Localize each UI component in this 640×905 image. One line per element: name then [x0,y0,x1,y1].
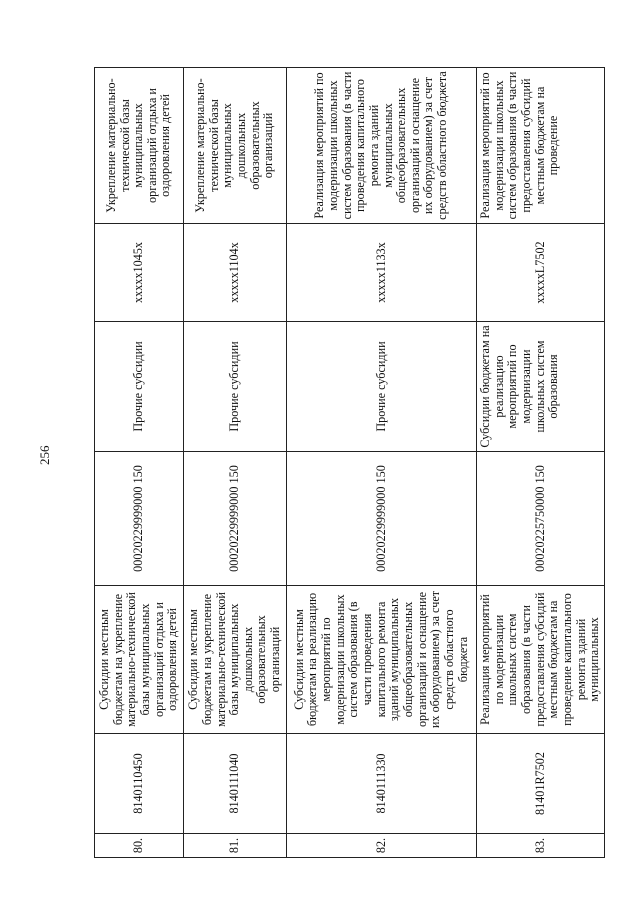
income-code: 00020225750000 150 [477,452,605,586]
purpose: Реализация мероприятий по модернизации школьных систем образования (в части предоставления субсидий местным бюджетам на проведение [477,68,605,224]
budget-code: 8140111040 [184,734,287,834]
budget-code: 8140111330 [287,734,477,834]
income-name: Субсидии бюджетам на реализацию мероприятий по модернизации школьных систем образования [477,322,605,452]
table-row [477,68,605,858]
table-row [95,68,184,858]
rotated-table-container [94,68,602,858]
target-code: xxxxxL7502 [477,224,605,322]
purpose: Укрепление материально-технической базы муниципальных организаций отдыха и оздоровления детей [95,68,184,224]
purpose: Реализация мероприятий по модернизации школьных систем образования (в части проведения капитального ремонта зданий муниципальных общеобразовательных организаций и оснащение их оборудованием) за счет средств областного бюджета [287,68,477,224]
page-number: 256 [37,445,52,465]
row-number: 80. [95,834,184,858]
table-row [287,68,477,858]
row-number: 83. [477,834,605,858]
expense-name: Реализация мероприятий по модернизации школьных систем образования (в части предоставления субсидий местным бюджетам на проведение капитального ремонта зданий муниципальных [477,586,605,734]
income-name: Прочие субсидии [184,322,287,452]
income-code: 00020229999000 150 [95,452,184,586]
target-code: xxxxx1104x [184,224,287,322]
target-code: xxxxx1045x [95,224,184,322]
income-code: 00020229999000 150 [184,452,287,586]
row-number: 82. [287,834,477,858]
row-number: 81. [184,834,287,858]
expense-name: Субсидии местным бюджетам на укрепление материально-технической базы муниципальных организаций отдыха и оздоровления детей [95,586,184,734]
target-code: xxxxx1133x [287,224,477,322]
expense-name: Субсидии местным бюджетам на укрепление материально-технической базы муниципальных дошкольных образовательных организаций [184,586,287,734]
income-name: Прочие субсидии [95,322,184,452]
expense-name: Субсидии местным бюджетам на реализацию мероприятий по модернизации школьных систем образования (в части проведения капитального ремонта зданий муниципальных общеобразовательных организаций и оснащение их оборудованием) за счет средств областного бюджета [287,586,477,734]
subsidies-table [94,67,605,858]
income-code: 00020229999000 150 [287,452,477,586]
budget-code: 8140110450 [95,734,184,834]
table-row [184,68,287,858]
purpose: Укрепление материально-технической базы муниципальных дошкольных образовательных организаций [184,68,287,224]
budget-code: 81401R7502 [477,734,605,834]
income-name: Прочие субсидии [287,322,477,452]
